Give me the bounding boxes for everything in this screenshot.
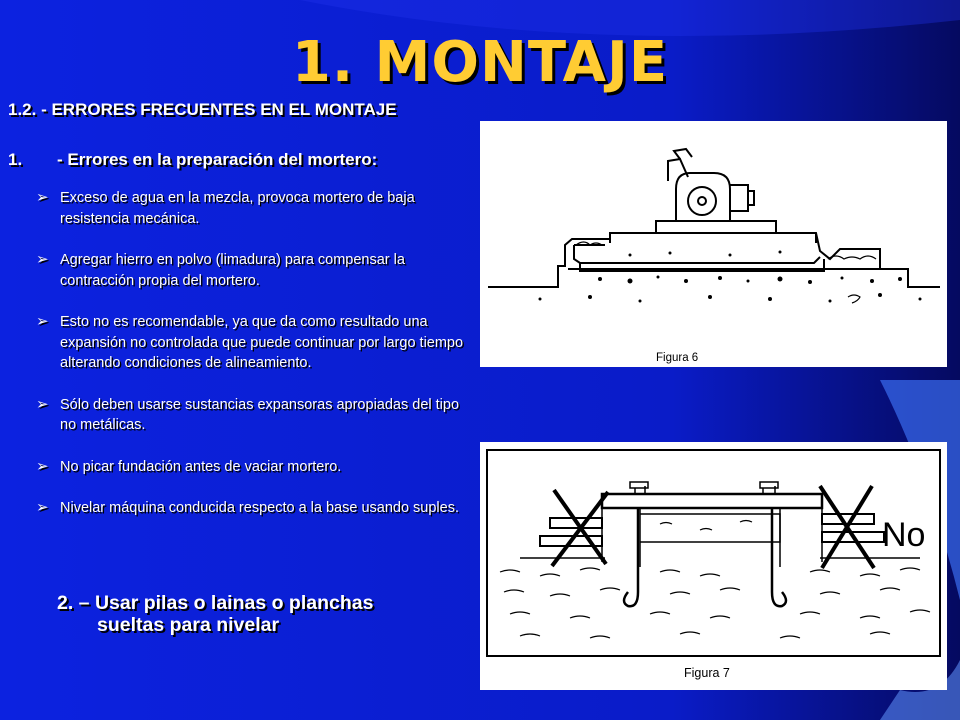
bullet-text: No picar fundación antes de vaciar mortero. — [60, 458, 342, 475]
bullet-text: Exceso de agua en la mezcla, provoca mortero de baja resistencia mecánica. — [60, 190, 415, 227]
arrow-bullet-icon: ➢ — [36, 251, 49, 268]
bullet-item — [8, 457, 468, 478]
bullet-text: Esto no es recomendable, ya que da como resultado una expansión no controlada que puede continuar por largo tiempo alterando condiciones de alineamiento. — [60, 314, 464, 371]
figure-6-drawing — [480, 121, 947, 367]
numbered-item-1 — [8, 150, 377, 170]
figure-7-caption: Figura 7 — [684, 666, 730, 680]
figure-7 — [480, 442, 947, 690]
item-1-text: - Errores en la preparación del mortero: — [57, 150, 378, 169]
item-2-line1: 2. – Usar pilas o lainas o planchas — [57, 592, 374, 614]
slide-title: 1. MONTAJE — [291, 30, 669, 95]
item-2-line2: sueltas para nivelar — [97, 614, 280, 636]
bullet-item — [8, 312, 468, 374]
arrow-bullet-icon: ➢ — [36, 313, 49, 330]
item-1-number: 1. — [8, 150, 23, 169]
arrow-bullet-icon: ➢ — [36, 395, 49, 413]
figure-7-drawing — [480, 442, 947, 690]
numbered-item-2 — [57, 592, 373, 636]
arrow-bullet-icon: ➢ — [36, 499, 49, 516]
bullet-item — [8, 395, 468, 436]
bullet-text: Sólo deben usarse sustancias expansoras apropiadas del tipo no metálicas. — [60, 396, 460, 433]
bullet-item — [8, 250, 468, 291]
bullet-item — [8, 188, 468, 229]
bullet-text: Agregar hierro en polvo (limadura) para compensar la contracción propia del mortero. — [60, 252, 405, 289]
arrow-bullet-icon: ➢ — [36, 457, 49, 475]
arrow-bullet-icon: ➢ — [36, 189, 49, 206]
figure-6-aggregate — [539, 251, 922, 303]
figure-7-no-label: No — [882, 516, 926, 554]
figure-6 — [480, 121, 947, 367]
bullet-item — [8, 498, 468, 519]
bullet-text: Nivelar máquina conducida respecto a la base usando suples. — [60, 500, 459, 516]
bullet-list — [8, 188, 468, 540]
section-subtitle: 1.2. - ERRORES FRECUENTES EN EL MONTAJE — [8, 100, 397, 119]
figure-6-caption: Figura 6 — [656, 352, 699, 364]
figure-7-soil-lines — [500, 521, 930, 639]
